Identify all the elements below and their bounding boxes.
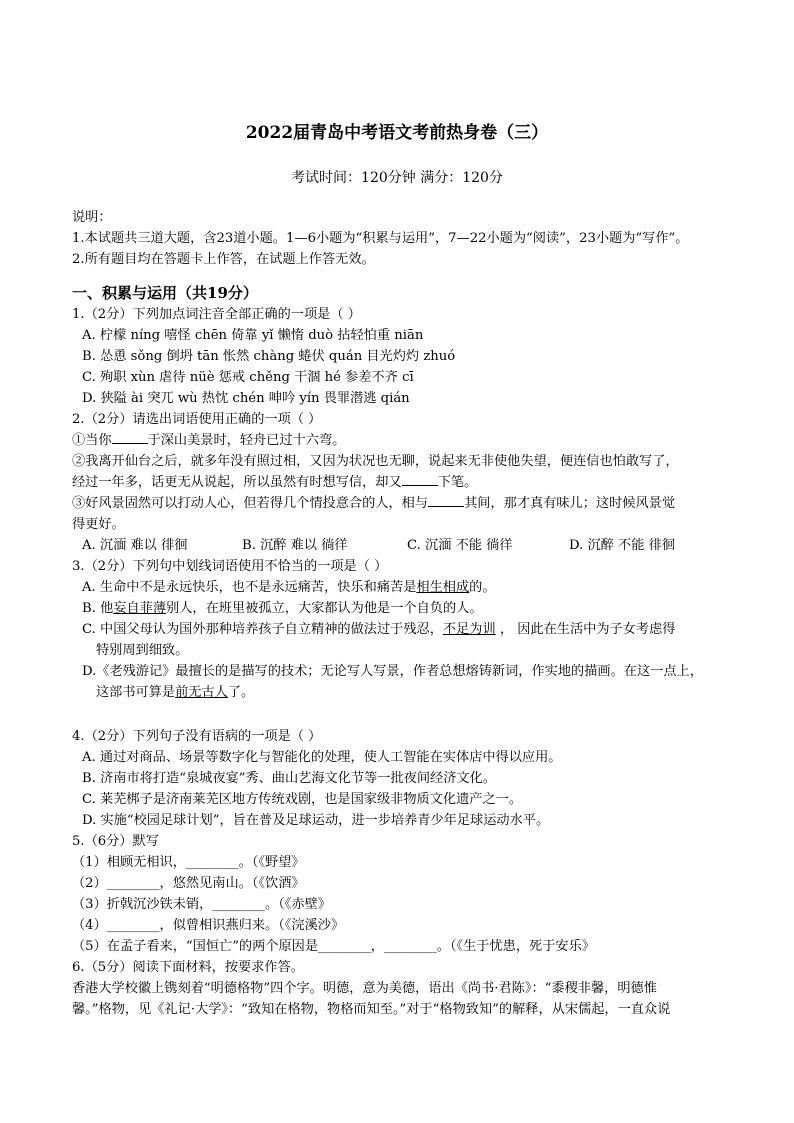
q2-option-c: C. 沉湎 不能 徜徉 bbox=[407, 538, 513, 553]
q5-stem: 5.（6分）默写 bbox=[72, 834, 159, 849]
q2-option-a: A. 沉湎 难以 徘徊 bbox=[82, 538, 188, 553]
q4-option-b: B. 济南市将打造“泉城夜宴”秀、曲山艺海文化节等一批夜间经济文化。 bbox=[82, 771, 496, 786]
answer-blank bbox=[402, 472, 438, 486]
q6-stem: 6.（5分）阅读下面材料，按要求作答。 bbox=[72, 960, 304, 975]
q3-stem: 3.（2分）下列句中划线词语使用不恰当的一项是（ ） bbox=[72, 559, 388, 574]
q2-sentence-2b: 经过一年多，话更无从说起，所以虽然有时想写信，却又 下笔。 bbox=[72, 472, 732, 493]
q5-line-5: （5）在孟子看来，“国恒亡”的两个原因是________，________。（《生于忧患，死于安乐》 bbox=[72, 939, 595, 954]
instructions bbox=[72, 207, 732, 270]
q3-option-c-cont: 特别周到细致。 bbox=[96, 643, 189, 658]
q2-sentence-3b: 得更好。 bbox=[72, 517, 125, 532]
q6-passage-2: 馨。”格物，见《礼记·大学》：“致知在格物，物格而知至。”对于“格物致知”的解释，从宋儒起，一直众说 bbox=[72, 1002, 671, 1017]
q1-option-a: A. 柠檬 níng 嘻怪 chēn 倚靠 yǐ 懒惰 duò 拈轻怕重 niān bbox=[82, 328, 424, 343]
instructions-heading: 说明： bbox=[72, 210, 112, 225]
q2-sentence-3a: ③好风景固然可以打动人心，但若得几个情投意合的人，相与 其间，那才真有味儿；这时候风景觉 bbox=[72, 493, 732, 514]
instruction-1: 1.本试题共三道大题，含23道小题。1—6小题为“积累与运用”，7—22小题为“阅读”，23小题为“写作”。 bbox=[72, 231, 689, 246]
q2-option-b: B. 沉醉 难以 徜徉 bbox=[242, 538, 348, 553]
underlined-phrase: 前无古人 bbox=[175, 685, 228, 700]
underlined-phrase: 不足为训 bbox=[442, 622, 496, 637]
q3-option-a: A. 生命中不是永远快乐，也不是永远痛苦，快乐和痛苦是相生相成的。 bbox=[82, 580, 496, 595]
q1-option-b: B. 怂恿 sǒng 倒坍 tān 怅然 chàng 蜷伏 quán 目光灼灼 zhuó bbox=[82, 349, 456, 364]
underlined-phrase: 妄自菲薄 bbox=[113, 601, 167, 616]
exam-meta: 考试时间：120分钟 满分：120分 bbox=[291, 170, 503, 186]
q3-option-d: D.《老残游记》最擅长的是描写的技术；无论写人写景，作者总想熔铸新词，作实地的描画。在这一点上， bbox=[82, 664, 703, 679]
q5-line-4: （4）________，似曾相识燕归来。（《浣溪沙》 bbox=[72, 918, 345, 933]
questions-continued bbox=[72, 726, 732, 1020]
q5-line-1: （1）相顾无相识，________。（《野望》 bbox=[72, 855, 305, 870]
q3-option-c: C. 中国父母认为国外那种培养孩子自立精神的做法过于残忍，不足为训 ， 因此在生活中为子女考虑得 bbox=[82, 622, 676, 637]
underlined-phrase: 相生相成 bbox=[416, 580, 470, 595]
q4-option-d: D. 实施“校园足球计划”，旨在普及足球运动，进一步培养青少年足球运动水平。 bbox=[82, 813, 550, 828]
q4-option-c: C. 莱芜梆子是济南莱芜区地方传统戏剧，也是国家级非物质文化遗产之一。 bbox=[82, 792, 523, 807]
q2-option-d: D. 沉醉 不能 徘徊 bbox=[569, 538, 675, 553]
q3-option-d-cont: 这部书可算是前无古人了。 bbox=[96, 685, 255, 700]
answer-blank bbox=[112, 430, 148, 444]
q2-sentence-1: ①当你 于深山美景时，轻舟已过十六弯。 bbox=[72, 430, 732, 451]
q6-passage-1: 香港大学校徽上镌刻着“明德格物”四个字。明德，意为美德，语出《尚书·君陈》：“黍稷非馨，明德惟 bbox=[72, 981, 657, 996]
q3-option-b: B. 他妄自菲薄别人，在班里被孤立，大家都认为他是一个自负的人。 bbox=[82, 601, 483, 616]
exam-title: 2022届青岛中考语文考前热身卷（三） bbox=[245, 123, 549, 143]
q4-stem: 4.（2分）下列句子没有语病的一项是（ ） bbox=[72, 729, 322, 744]
section-heading: 一、积累与运用（共19分） bbox=[72, 284, 258, 302]
q2-options bbox=[72, 535, 732, 556]
instruction-2: 2.所有题目均在答题卡上作答，在试题上作答无效。 bbox=[72, 252, 375, 267]
answer-blank bbox=[428, 493, 464, 507]
q2-stem: 2.（2分）请选出词语使用正确的一项（ ） bbox=[72, 412, 322, 427]
q5-line-2: （2）________，悠然见南山。（《饮酒》 bbox=[72, 876, 305, 891]
q4-option-a: A. 通过对商品、场景等数字化与智能化的处理，使人工智能在实体店中得以应用。 bbox=[82, 750, 562, 765]
q1-stem: 1.（2分）下列加点词注音全部正确的一项是（ ） bbox=[72, 307, 361, 322]
q5-line-3: （3）折戟沉沙铁未销，________。（《赤壁》 bbox=[72, 897, 331, 912]
q1-option-c: C. 殉职 xùn 虐待 nüè 惩戒 chěng 干涸 hé 参差不齐 cī bbox=[82, 370, 414, 385]
q2-sentence-2a: ②我离开仙台之后，就多年没有照过相，又因为状况也无聊，说起来无非使他失望，便连信也怕敢写了， bbox=[72, 454, 679, 469]
questions bbox=[72, 304, 732, 703]
q1-option-d: D. 狭隘 ài 突兀 wù 热忱 chén 呻吟 yín 畏罪潜逃 qián bbox=[82, 391, 410, 406]
